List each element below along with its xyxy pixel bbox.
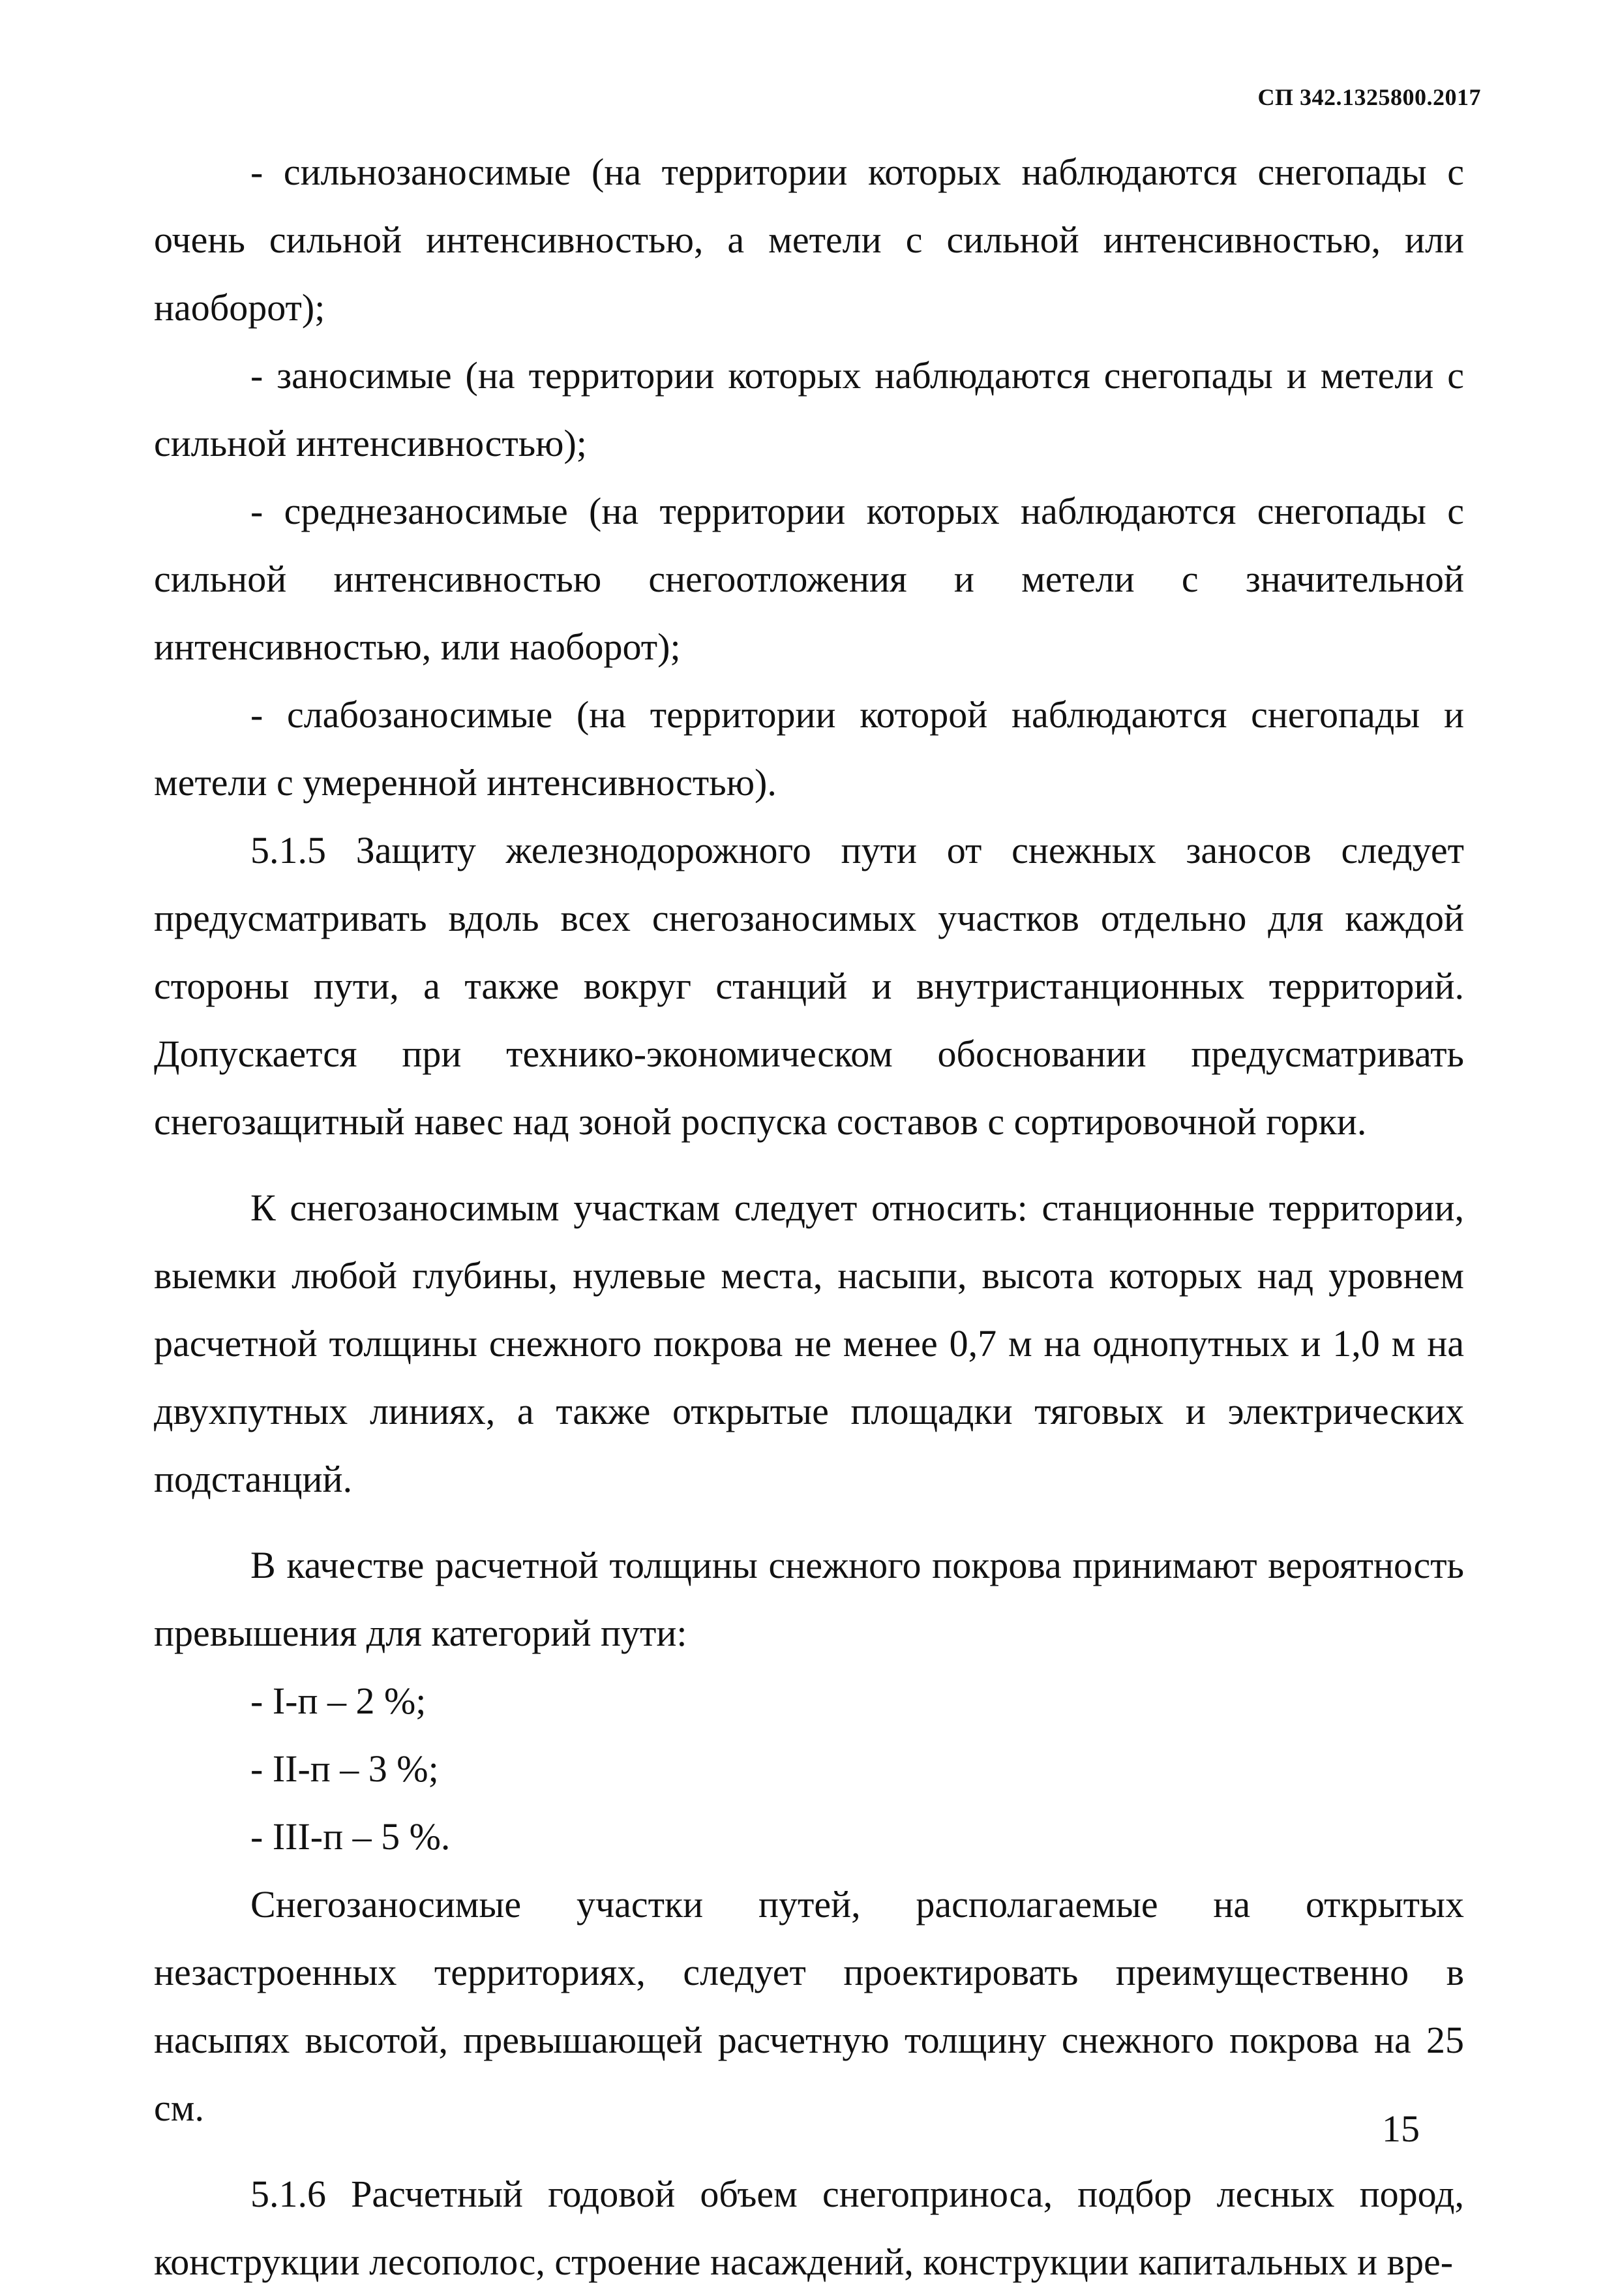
- clause-5-1-6: 5.1.6 Расчетный годовой объем снегоприноса, подбор лесных пород, конструкции лесополос, строение насаждений, конструкции капитальных и вре-: [154, 2173, 1464, 2283]
- page-number: 15: [1382, 2107, 1420, 2150]
- list-item-medium-drifted: - среднезаносимые (на территории которых наблюдаются снегопады с сильной интенсивностью снегоотложения и метели с значительной интенсивностью, или наоборот);: [154, 490, 1464, 668]
- document-code-header: СП 342.1325800.2017: [1257, 84, 1481, 110]
- paragraph-snow-depth: В качестве расчетной толщины снежного покрова принимают вероятность превышения для категорий пути:: [154, 1544, 1464, 1654]
- clause-5-1-5: 5.1.5 Защиту железнодорожного пути от снежных заносов следует предусматривать вдоль всех снегозаносимых участков отдельно для каждой стороны пути, а также вокруг станций и внутристанционных территорий. Допускается при технико-экономическом обосновании предусматривать снегозащитный навес над зоной роспуска составов с сортировочной горки.: [154, 829, 1464, 1143]
- paragraph-drift-sections: К снегозаносимым участкам следует относить: станционные территории, выемки любой глубины, нулевые места, насыпи, высота которых над уровнем расчетной толщины снежного покрова не менее 0,7 м на однопутных и 1,0 м на двухпутных линиях, а также открытые площадки тяговых и электрических подстанций.: [154, 1186, 1464, 1500]
- page-body: [154, 138, 1464, 2296]
- list-item-category-2: - II-п – 3 %;: [250, 1747, 439, 1790]
- list-item-drifted: - заносимые (на территории которых наблюдаются снегопады и метели с сильной интенсивностью);: [154, 354, 1464, 464]
- list-item-heavily-drifted: - сильнозаносимые (на территории которых наблюдаются снегопады с очень сильной интенсивностью, а метели с сильной интенсивностью, или наоборот);: [154, 151, 1464, 329]
- paragraph-embankments: Снегозаносимые участки путей, располагаемые на открытых незастроенных территориях, следует проектировать преимущественно в насыпях высотой, превышающей расчетную толщину снежного покрова на 25 см.: [154, 1883, 1464, 2129]
- list-item-category-1: - I-п – 2 %;: [250, 1680, 427, 1722]
- list-item-category-3: - III-п – 5 %.: [250, 1815, 451, 1858]
- list-item-lightly-drifted: - слабозаносимые (на территории которой наблюдаются снегопады и метели с умеренной интенсивностью).: [154, 693, 1464, 804]
